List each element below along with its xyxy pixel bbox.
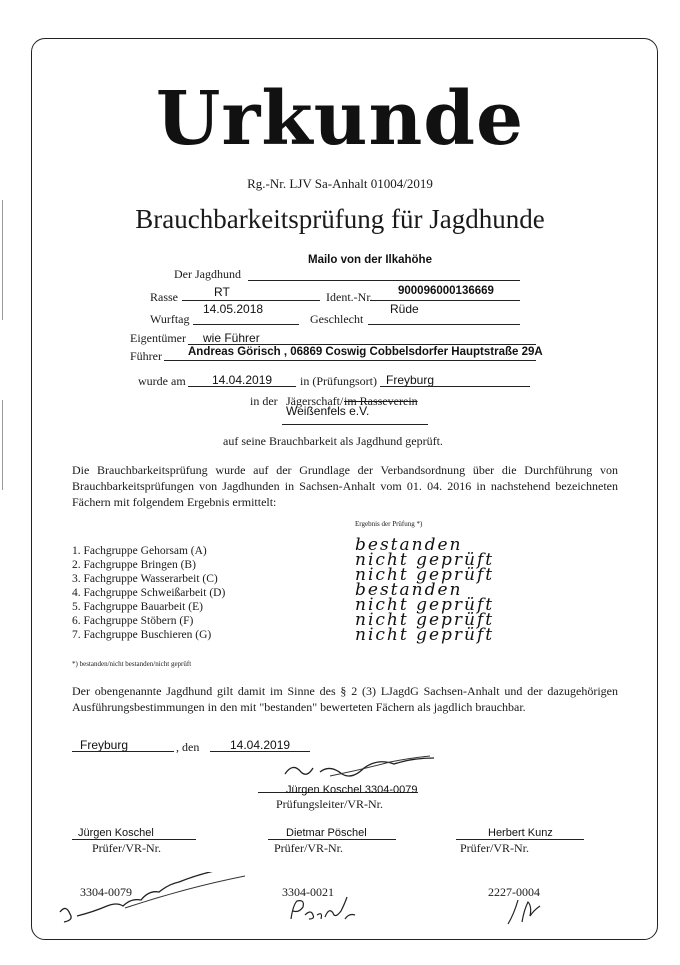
org-jaegerschaft: Jägerschaft/ xyxy=(286,394,344,408)
exam-place-line xyxy=(380,386,530,387)
subject-label: 7. Fachgruppe Buschieren (G) xyxy=(72,629,212,641)
sex-line xyxy=(368,324,520,325)
subject-result: nicht geprüft xyxy=(355,550,495,570)
owner-label: Eigentümer xyxy=(130,331,186,345)
whelped-label: Wurftag xyxy=(150,312,190,326)
ident-value: 900096000136669 xyxy=(398,285,494,297)
exam-place: Freyburg xyxy=(386,373,435,387)
registration-number: Rg.-Nr. LJV Sa-Anhalt 01004/2019 xyxy=(247,176,433,191)
intro-paragraph: Die Brauchbarkeitsprüfung wurde auf der Grundlage der Verbandsordnung über die Durchführung von Brauchbarkeitsprüfungen von Jagdhunden in Sachsen-Anhalt vom 01. 04. 2016 in nachstehend bezeichneten Fächern mit folgendem Ergebnis ermittelt: xyxy=(72,463,618,509)
leader-name: Jürgen Koschel 3304-0079 xyxy=(286,784,418,796)
breed-value: RT xyxy=(214,285,230,299)
judge-name: Herbert Kunz xyxy=(488,827,553,839)
exam-place-label: in (Prüfungsort) xyxy=(300,374,377,388)
subject-result: nicht geprüft xyxy=(355,595,495,615)
certificate-title: Urkunde xyxy=(155,76,525,162)
whelped-line xyxy=(193,324,299,325)
handler-label: Führer xyxy=(130,349,162,363)
judge-role: Prüfer/VR-Nr. xyxy=(274,841,343,855)
judge-number: 2227-0004 xyxy=(488,885,540,899)
subject-result: nicht geprüft xyxy=(355,565,495,585)
handler-line xyxy=(164,360,536,361)
dog-name: Mailo von der Ilkahöhe xyxy=(308,254,432,266)
dog-name-line xyxy=(248,280,520,281)
whelped-value: 14.05.2018 xyxy=(203,302,264,316)
subject-result: nicht geprüft xyxy=(355,625,495,645)
subject-result: bestanden xyxy=(355,580,463,600)
judge-line xyxy=(456,839,584,840)
judge-signature xyxy=(498,894,548,928)
exam-date-prefix: wurde am xyxy=(138,374,186,388)
certificate-heading: Brauchbarkeitsprüfung für Jagdhunde xyxy=(135,204,545,234)
judge-role: Prüfer/VR-Nr. xyxy=(460,841,529,855)
scan-edge-mark xyxy=(2,400,4,490)
exam-date: 14.04.2019 xyxy=(212,373,273,387)
results-footnote: *) bestanden/nicht bestanden/nicht geprüft xyxy=(72,660,192,668)
owner-line xyxy=(188,344,536,345)
org-line xyxy=(282,424,428,425)
subject-label: 2. Fachgruppe Bringen (B) xyxy=(72,559,196,571)
judge-name: Jürgen Koschel xyxy=(78,827,154,839)
subject-label: 1. Fachgruppe Gehorsam (A) xyxy=(72,545,207,557)
subject-label: 3. Fachgruppe Wasserarbeit (C) xyxy=(72,573,218,585)
judge-name: Dietmar Pöschel xyxy=(286,827,367,839)
judge-signature xyxy=(55,872,265,924)
conclusion-paragraph: Der obengenannte Jagdhund gilt damit im Sinne des § 2 (3) LJagdG Sachsen-Anhalt und der dazugehörigen Ausführungsbestimmungen in den mit "bestanden" bewerteten Fächern als jagdlich brauchbar. xyxy=(72,684,618,714)
ident-line xyxy=(370,300,520,301)
signing-date: 14.04.2019 xyxy=(230,738,291,752)
subject-result: nicht geprüft xyxy=(355,610,495,630)
leader-role: Prüfungsleiter/VR-Nr. xyxy=(276,797,383,811)
results-header: Ergebnis der Prüfung *) xyxy=(355,520,423,528)
tested-text: auf seine Brauchbarkeit als Jagdhund geprüft. xyxy=(223,434,443,448)
dog-name-label: Der Jagdhund xyxy=(174,267,241,281)
exam-date-line xyxy=(188,386,296,387)
signing-place: Freyburg xyxy=(80,738,129,752)
signing-place-line xyxy=(72,751,174,752)
judge-number: 3304-0021 xyxy=(282,885,334,899)
breed-label: Rasse xyxy=(150,290,178,304)
leader-signature xyxy=(280,752,450,784)
handler-value: Andreas Görisch , 06869 Coswig Cobbelsdorfer Hauptstraße 29A xyxy=(188,346,543,358)
subject-label: 4. Fachgruppe Schweißarbeit (D) xyxy=(72,587,226,599)
subject-result: bestanden xyxy=(355,535,463,555)
judge-line xyxy=(268,839,396,840)
signing-den-label: , den xyxy=(176,740,200,754)
subject-label: 5. Fachgruppe Bauarbeit (E) xyxy=(72,601,203,613)
subject-label: 6. Fachgruppe Stöbern (F) xyxy=(72,615,194,627)
owner-value: wie Führer xyxy=(203,331,260,345)
breed-line xyxy=(182,300,320,301)
judge-signature xyxy=(285,895,365,925)
org-prefix: in der xyxy=(250,394,278,408)
org-name: Weißenfels e.V. xyxy=(286,404,370,418)
org-rasseverein: im Rasseverein xyxy=(344,394,418,408)
sex-label: Geschlecht xyxy=(310,312,364,326)
judge-line xyxy=(72,839,196,840)
ident-label: Ident.-Nr. xyxy=(326,290,373,304)
judge-role: Prüfer/VR-Nr. xyxy=(92,841,161,855)
sex-value: Rüde xyxy=(390,302,419,316)
judge-number: 3304-0079 xyxy=(80,885,132,899)
